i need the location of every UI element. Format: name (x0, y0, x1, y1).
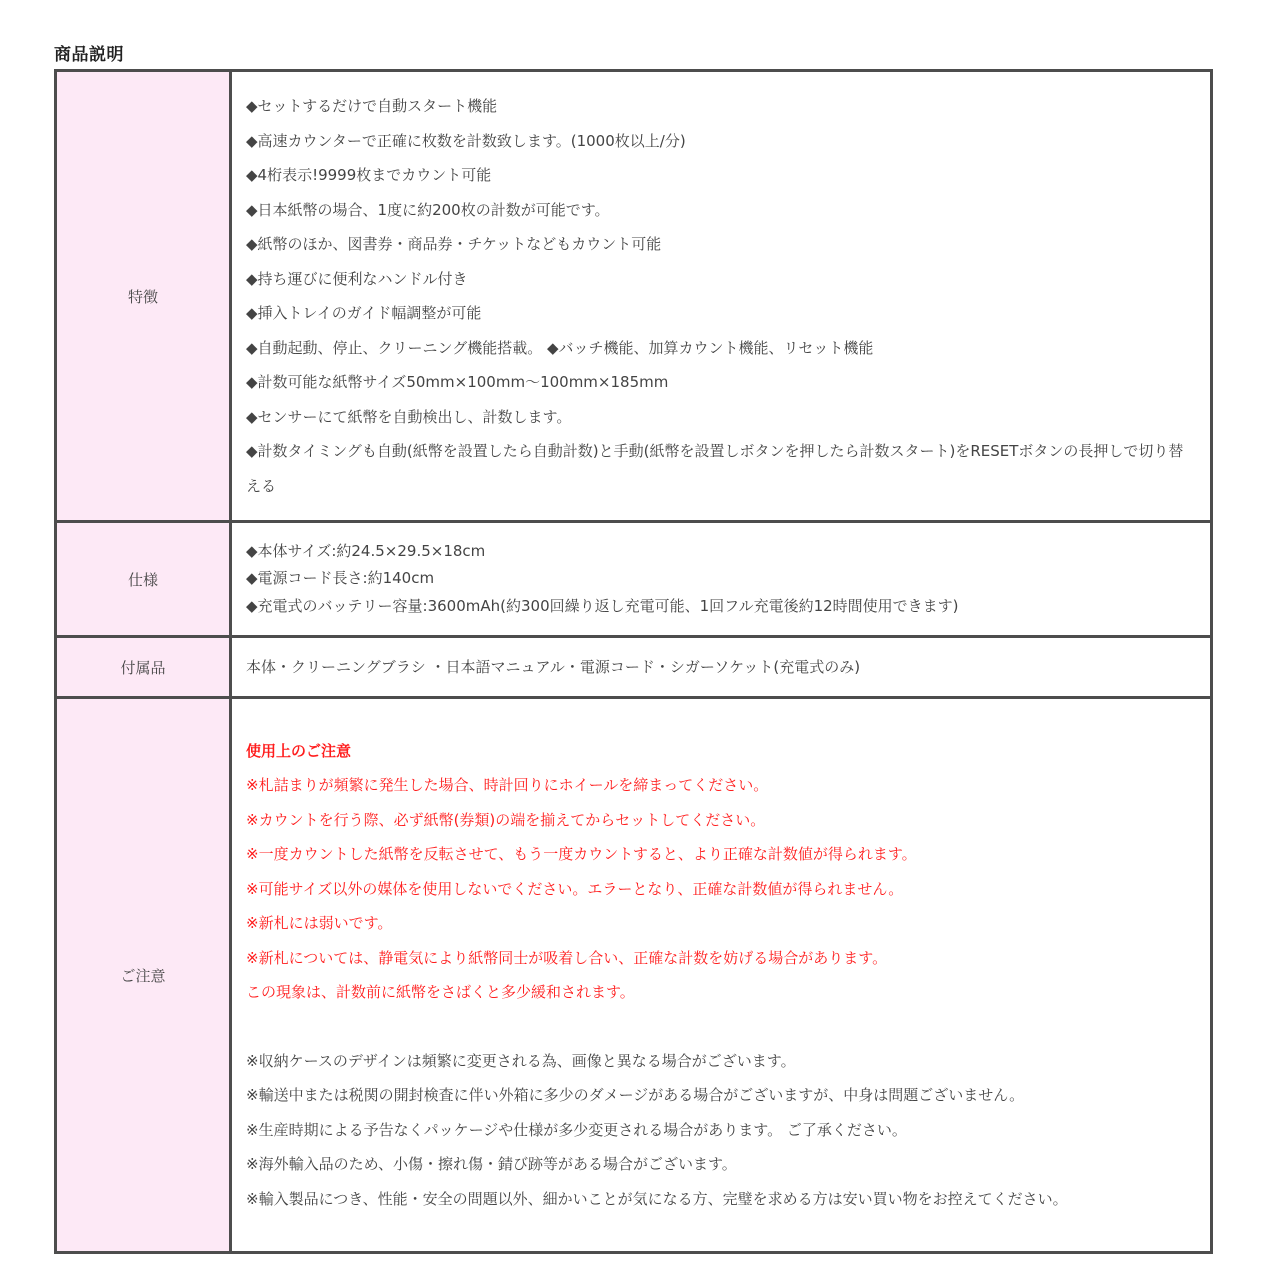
accessories-text: 本体・クリーニングブラシ ・日本語マニュアル・電源コード・シガーソケット(充電式のみ) (246, 658, 861, 676)
table-row-notes (56, 698, 1212, 1253)
row-label-notes: ご注意 (56, 698, 231, 1253)
caution-line: ※新札については、静電気により紙幣同士が吸着し合い、正確な計数を妨げる場合があります。 (246, 948, 888, 967)
feature-line: ◆4桁表示!9999枚までカウント可能 (246, 166, 492, 184)
spec-line: ◆充電式のバッテリー容量:3600mAh(約300回繰り返し充電可能、1回フル充電後約12時間使用できます) (246, 596, 959, 615)
feature-line: ◆挿入トレイのガイド幅調整が可能 (246, 304, 482, 322)
feature-line: ◆セットするだけで自動スタート機能 (246, 97, 498, 115)
caution-line: ※可能サイズ以外の媒体を使用しないでください。エラーとなり、正確な計数値が得られません。 (246, 879, 904, 898)
note-line: ※収納ケースのデザインは頻繁に変更される為、画像と異なる場合がございます。 (246, 1051, 796, 1070)
spec-line: ◆本体サイズ:約24.5×29.5×18cm (246, 541, 486, 560)
feature-line: ◆計数可能な紙幣サイズ50mm×100mm～100mm×185mm (246, 373, 669, 391)
caution-line: ※カウントを行う際、必ず紙幣(券類)の端を揃えてからセットしてください。 (246, 810, 766, 829)
row-label-spec: 仕様 (56, 522, 231, 637)
feature-line: ◆高速カウンターで正確に枚数を計数致します。(1000枚以上/分) (246, 131, 686, 150)
row-label-accessories: 付属品 (56, 637, 231, 698)
table-row-features (56, 71, 1212, 522)
note-line: ※輸入製品につき、性能・安全の問題以外、細かいことが気になる方、完璧を求める方は安い買い物をお控えてください。 (246, 1189, 1068, 1208)
note-line: ※輸送中または税関の開封検査に伴い外箱に多少のダメージがある場合がございますが、中身は問題ございません。 (246, 1086, 1025, 1105)
caution-line: この現象は、計数前に紙幣をさばくと多少緩和されます。 (246, 983, 635, 1002)
caution-heading: 使用上のご注意 (246, 741, 352, 760)
table-row-accessories (56, 637, 1212, 698)
row-label-features: 特徴 (56, 71, 231, 522)
table-row-spec (56, 522, 1212, 637)
features-content (231, 71, 1212, 522)
feature-line: ◆自動起動、停止、クリーニング機能搭載。 ◆バッチ機能、加算カウント機能、リセット機能 (246, 338, 874, 357)
feature-line: ◆センサーにて紙幣を自動検出し、計数します。 (246, 407, 572, 426)
caution-line: ※新札には弱いです。 (246, 914, 393, 933)
note-line: ※海外輸入品のため、小傷・擦れ傷・錆び跡等がある場合がございます。 (246, 1155, 737, 1174)
product-description-table (54, 69, 1213, 1254)
section-title: 商品説明 (54, 45, 124, 65)
spacer (246, 1010, 1196, 1044)
caution-line: ※一度カウントした紙幣を反転させて、もう一度カウントすると、より正確な計数値が得られます。 (246, 845, 917, 864)
notes-content (231, 698, 1212, 1253)
spec-line: ◆電源コード長さ:約140cm (246, 569, 435, 588)
feature-line: ◆紙幣のほか、図書券・商品券・チケットなどもカウント可能 (246, 235, 662, 253)
feature-line: ◆計数タイミングも自動(紙幣を設置したら自動計数)と手動(紙幣を設置しボタンを押したら計数スタート)をRESETボタンの長押しで切り替える (246, 442, 1184, 495)
note-line: ※生産時期による予告なくパッケージや仕様が多少変更される場合があります。 ご了承ください。 (246, 1120, 907, 1139)
spec-content (231, 522, 1212, 637)
feature-line: ◆日本紙幣の場合、1度に約200枚の計数が可能です。 (246, 200, 610, 219)
caution-line: ※札詰まりが頻繁に発生した場合、時計回りにホイールを締まってください。 (246, 776, 769, 795)
feature-line: ◆持ち運びに便利なハンドル付き (246, 269, 468, 288)
accessories-content (231, 637, 1212, 698)
